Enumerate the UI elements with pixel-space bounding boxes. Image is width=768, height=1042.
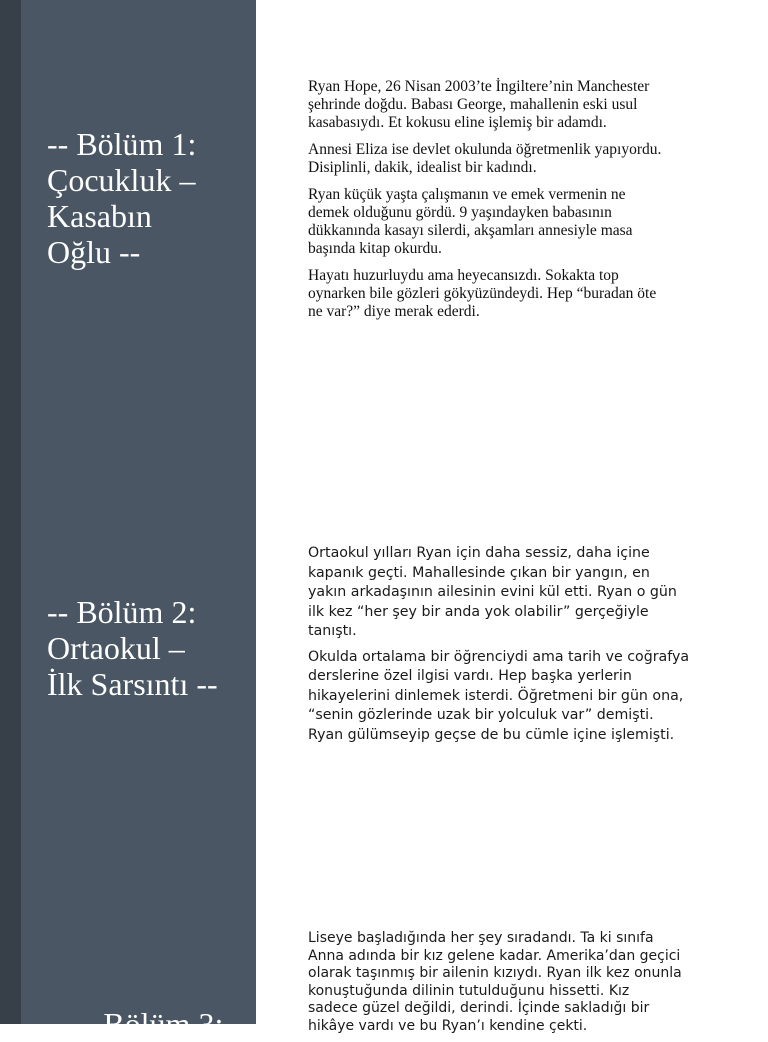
- heading-line: -- Bölüm 3:: [74, 1006, 224, 1042]
- section-2-heading: [47, 594, 247, 702]
- paragraph: [308, 267, 728, 321]
- text-line: ne var?” diye merak ederdi.: [308, 303, 480, 320]
- heading-line: -- Bölüm 1:: [47, 126, 197, 162]
- heading-line: İlk Sarsıntı --: [47, 666, 218, 702]
- text-line: demek olduğunu gördü. 9 yaşındayken babasının: [308, 204, 612, 221]
- text-line: hikâye vardı ve bu Ryan’ı kendine çekti.: [308, 1017, 588, 1034]
- text-line: tanıştı.: [308, 623, 357, 639]
- text-line: oynarken bile gözleri gökyüzündeydi. Hep “buradan öte: [308, 285, 657, 302]
- paragraph: [308, 930, 728, 1035]
- paragraph: [308, 544, 728, 642]
- heading-line: Ortaokul –: [47, 630, 185, 666]
- text-line: kasabasıydı. Et kokusu eline işlemiş bir adamdı.: [308, 114, 607, 131]
- section-1-heading: [47, 126, 247, 270]
- text-line: dükkanında kasayı silerdi, akşamları annesiyle masa: [308, 222, 633, 239]
- text-line: yakın arkadaşının ailesinin evini kül etti. Ryan o gün: [308, 584, 677, 600]
- paragraph: [308, 186, 728, 258]
- text-line: konuştuğunda dilinin tutulduğunu hissetti. Kız: [308, 982, 630, 999]
- text-line: Ryan küçük yaşta çalışmanın ve emek vermenin ne: [308, 186, 626, 203]
- heading-line: Kasabın: [47, 198, 152, 234]
- text-line: Anna adında bir kız gelene kadar. Amerika’dan geçici: [308, 947, 681, 964]
- text-line: Annesi Eliza ise devlet okulunda öğretmenlik yapıyordu.: [308, 141, 662, 158]
- text-line: olarak taşınmış bir ailenin kızıydı. Ryan ilk kez onunla: [308, 965, 682, 981]
- heading-line: Çocukluk –: [47, 162, 196, 198]
- text-line: derslerine özel ilgisi vardı. Hep başka yerlerin: [308, 668, 632, 684]
- text-line: Ortaokul yılları Ryan için daha sessiz, daha içine: [308, 545, 650, 561]
- text-line: hikayelerini dinlemek isterdi. Öğretmeni bir gün ona,: [308, 687, 684, 704]
- text-line: “senin gözlerinde uzak bir yolculuk var” demişti.: [308, 707, 654, 723]
- text-line: Hayatı huzurluydu ama heyecansızdı. Sokakta top: [308, 267, 619, 284]
- text-line: Ryan Hope, 26 Nisan 2003’te İngiltere’nin Manchester: [308, 78, 650, 95]
- heading-line: Oğlu --: [47, 234, 141, 270]
- section-1-body: [308, 78, 728, 330]
- section-3-body: [308, 930, 728, 1041]
- heading-line: -- Bölüm 2:: [47, 594, 197, 630]
- text-line: ilk kez “her şey bir anda yok olabilir” gerçeğiyle: [308, 603, 649, 620]
- text-line: şehrinde doğdu. Babası George, mahallenin eski usul: [308, 96, 638, 113]
- text-line: Ryan gülümseyip geçse de bu cümle içine işlemişti.: [308, 726, 675, 743]
- paragraph: [308, 648, 728, 746]
- section-3-heading: [74, 1006, 274, 1042]
- text-line: kapanık geçti. Mahallesinde çıkan bir yangın, en: [308, 564, 650, 581]
- paragraph: [308, 78, 728, 132]
- text-line: sadece güzel değildi, derindi. İçinde sakladığı bir: [308, 1000, 650, 1016]
- text-line: Disiplinli, dakik, idealist bir kadındı.: [308, 159, 537, 176]
- section-2-body: [308, 544, 728, 751]
- text-line: Liseye başladığında her şey sıradandı. Ta ki sınıfa: [308, 930, 654, 946]
- text-line: başında kitap okurdu.: [308, 240, 442, 257]
- text-line: Okulda ortalama bir öğrenciydi ama tarih ve coğrafya: [308, 648, 690, 665]
- paragraph: [308, 141, 728, 177]
- left-edge-strip: [0, 0, 21, 1024]
